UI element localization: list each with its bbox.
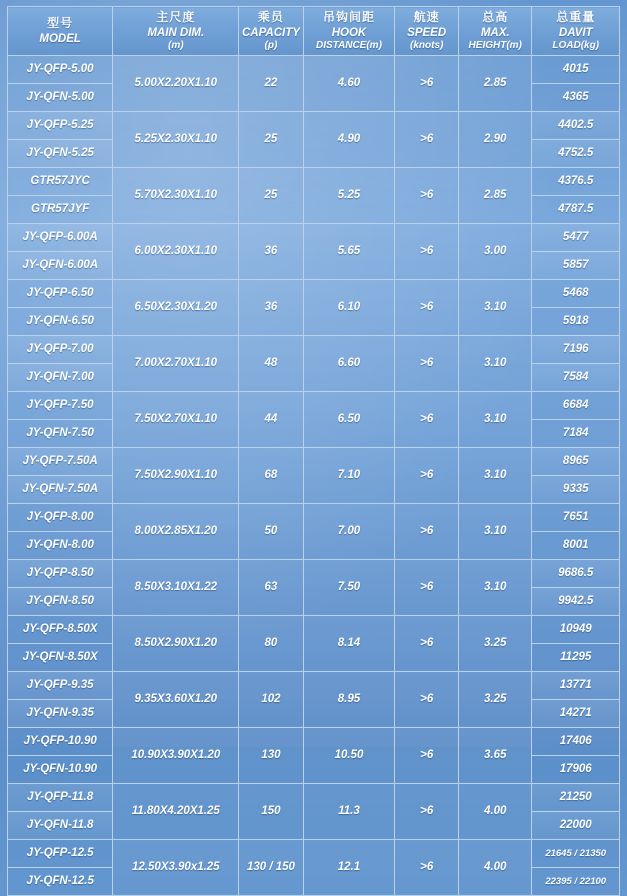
cell-davit-load: 21250 — [532, 783, 620, 811]
header-en-main-dim: MAIN DIM. — [147, 26, 205, 39]
cell-max-height: 4.00 — [459, 839, 532, 895]
cell-hook-distance: 7.00 — [303, 503, 395, 559]
cell-davit-load: 10949 — [532, 615, 620, 643]
column-header-max-height — [459, 7, 532, 56]
column-header-davit-load — [532, 7, 620, 56]
cell-speed: >6 — [395, 727, 459, 783]
cell-hook-distance: 10.50 — [303, 727, 395, 783]
cell-speed: >6 — [395, 335, 459, 391]
cell-capacity: 25 — [239, 167, 303, 223]
cell-davit-load: 22000 — [532, 811, 620, 839]
cell-model: JY-QFN-10.90 — [8, 755, 113, 783]
header-cn-capacity: 乘员 — [257, 10, 284, 24]
cell-hook-distance: 4.90 — [303, 111, 395, 167]
cell-hook-distance: 8.14 — [303, 615, 395, 671]
header-en-load: DAVIT — [558, 26, 593, 39]
cell-model: JY-QFP-8.50X — [8, 615, 113, 643]
table-body — [8, 55, 620, 895]
header-cn-load: 总重量 — [556, 10, 596, 24]
table-row — [8, 447, 620, 475]
header-unit-height: HEIGHT(m) — [468, 39, 522, 51]
header-unit-speed: (knots) — [410, 39, 444, 51]
cell-capacity: 63 — [239, 559, 303, 615]
table-row — [8, 279, 620, 307]
cell-model: JY-QFN-6.00A — [8, 251, 113, 279]
header-cn-model: 型号 — [47, 16, 74, 31]
cell-model: JY-QFP-7.00 — [8, 335, 113, 363]
cell-model: JY-QFP-8.50 — [8, 559, 113, 587]
table-row — [8, 167, 620, 195]
table-row — [8, 783, 620, 811]
header-en-model: MODEL — [39, 32, 81, 45]
header-en-capacity: CAPACITY — [241, 26, 300, 39]
cell-hook-distance: 6.50 — [303, 391, 395, 447]
cell-max-height: 2.85 — [459, 55, 532, 111]
cell-capacity: 68 — [239, 447, 303, 503]
cell-max-height: 3.10 — [459, 279, 532, 335]
cell-model: JY-QFN-8.50 — [8, 587, 113, 615]
cell-max-height: 3.10 — [459, 559, 532, 615]
cell-model: JY-QFN-6.50 — [8, 307, 113, 335]
specification-table — [7, 6, 620, 896]
cell-hook-distance: 5.25 — [303, 167, 395, 223]
cell-max-height: 3.25 — [459, 615, 532, 671]
cell-speed: >6 — [395, 671, 459, 727]
cell-model: JY-QFP-6.50 — [8, 279, 113, 307]
cell-max-height: 2.85 — [459, 167, 532, 223]
table-row — [8, 223, 620, 251]
cell-davit-load: 4376.5 — [532, 167, 620, 195]
cell-hook-distance: 11.3 — [303, 783, 395, 839]
cell-davit-load: 4787.5 — [532, 195, 620, 223]
cell-davit-load: 8965 — [532, 447, 620, 475]
header-unit-capacity: (p) — [264, 39, 278, 51]
cell-capacity: 50 — [239, 503, 303, 559]
cell-hook-distance: 5.65 — [303, 223, 395, 279]
cell-main-dim: 12.50X3.90x1.25 — [113, 839, 239, 895]
cell-hook-distance: 8.95 — [303, 671, 395, 727]
cell-main-dim: 5.25X2.30X1.10 — [113, 111, 239, 167]
cell-speed: >6 — [395, 55, 459, 111]
table-row — [8, 839, 620, 867]
cell-davit-load: 7584 — [532, 363, 620, 391]
cell-davit-load: 4015 — [532, 55, 620, 83]
cell-model: JY-QFP-7.50 — [8, 391, 113, 419]
cell-model: JY-QFN-9.35 — [8, 699, 113, 727]
cell-max-height: 3.25 — [459, 671, 532, 727]
header-cn-height: 总高 — [482, 10, 509, 24]
cell-davit-load: 5468 — [532, 279, 620, 307]
header-unit-main-dim: (m) — [168, 39, 184, 51]
cell-davit-load: 9686.5 — [532, 559, 620, 587]
cell-davit-load: 11295 — [532, 643, 620, 671]
column-header-capacity — [239, 7, 303, 56]
column-header-main-dim — [113, 7, 239, 56]
cell-model: JY-QFN-5.25 — [8, 139, 113, 167]
cell-capacity: 22 — [239, 55, 303, 111]
header-cn-main-dim: 主尺度 — [156, 10, 196, 24]
header-unit-hook: DISTANCE(m) — [315, 39, 382, 51]
cell-capacity: 48 — [239, 335, 303, 391]
cell-main-dim: 9.35X3.60X1.20 — [113, 671, 239, 727]
cell-model: JY-QFP-5.00 — [8, 55, 113, 83]
header-en-speed: SPEED — [407, 26, 447, 39]
cell-main-dim: 5.70X2.30X1.10 — [113, 167, 239, 223]
cell-main-dim: 8.50X3.10X1.22 — [113, 559, 239, 615]
cell-speed: >6 — [395, 615, 459, 671]
cell-hook-distance: 6.60 — [303, 335, 395, 391]
table-row — [8, 615, 620, 643]
cell-max-height: 3.10 — [459, 391, 532, 447]
cell-main-dim: 6.00X2.30X1.10 — [113, 223, 239, 279]
cell-max-height: 3.00 — [459, 223, 532, 279]
header-cn-speed: 航速 — [413, 10, 440, 24]
cell-capacity: 102 — [239, 671, 303, 727]
cell-davit-load: 9942.5 — [532, 587, 620, 615]
cell-davit-load: 5918 — [532, 307, 620, 335]
column-header-model — [8, 7, 113, 56]
cell-davit-load: 7651 — [532, 503, 620, 531]
cell-model: JY-QFN-8.00 — [8, 531, 113, 559]
cell-model: JY-QFN-11.8 — [8, 811, 113, 839]
cell-hook-distance: 6.10 — [303, 279, 395, 335]
cell-speed: >6 — [395, 391, 459, 447]
table-row — [8, 503, 620, 531]
cell-model: JY-QFN-5.00 — [8, 83, 113, 111]
table-row — [8, 559, 620, 587]
cell-main-dim: 7.50X2.70X1.10 — [113, 391, 239, 447]
table-row — [8, 335, 620, 363]
cell-main-dim: 6.50X2.30X1.20 — [113, 279, 239, 335]
cell-model: JY-QFN-7.50 — [8, 419, 113, 447]
cell-main-dim: 8.00X2.85X1.20 — [113, 503, 239, 559]
cell-davit-load: 22395 / 22100 — [532, 867, 620, 895]
cell-model: GTR57JYC — [8, 167, 113, 195]
table-row — [8, 55, 620, 83]
cell-model: JY-QFP-5.25 — [8, 111, 113, 139]
header-row — [8, 7, 620, 56]
cell-max-height: 2.90 — [459, 111, 532, 167]
cell-model: JY-QFP-8.00 — [8, 503, 113, 531]
cell-max-height: 3.65 — [459, 727, 532, 783]
cell-max-height: 3.10 — [459, 447, 532, 503]
cell-davit-load: 17406 — [532, 727, 620, 755]
cell-model: JY-QFN-7.00 — [8, 363, 113, 391]
column-header-hook-distance — [303, 7, 395, 56]
cell-capacity: 25 — [239, 111, 303, 167]
cell-max-height: 3.10 — [459, 503, 532, 559]
table-row — [8, 391, 620, 419]
cell-davit-load: 7184 — [532, 419, 620, 447]
cell-model: JY-QFN-8.50X — [8, 643, 113, 671]
cell-main-dim: 5.00X2.20X1.10 — [113, 55, 239, 111]
cell-davit-load: 5477 — [532, 223, 620, 251]
cell-main-dim: 8.50X2.90X1.20 — [113, 615, 239, 671]
header-en-height: MAX. — [480, 26, 510, 39]
cell-model: JY-QFP-9.35 — [8, 671, 113, 699]
table-row — [8, 727, 620, 755]
cell-davit-load: 8001 — [532, 531, 620, 559]
cell-hook-distance: 12.1 — [303, 839, 395, 895]
cell-hook-distance: 7.10 — [303, 447, 395, 503]
cell-speed: >6 — [395, 559, 459, 615]
cell-model: JY-QFN-7.50A — [8, 475, 113, 503]
table-row — [8, 671, 620, 699]
cell-main-dim: 11.80X4.20X1.25 — [113, 783, 239, 839]
cell-capacity: 44 — [239, 391, 303, 447]
cell-model: JY-QFP-11.8 — [8, 783, 113, 811]
cell-speed: >6 — [395, 167, 459, 223]
cell-davit-load: 6684 — [532, 391, 620, 419]
cell-model: JY-QFN-12.5 — [8, 867, 113, 895]
cell-max-height: 4.00 — [459, 783, 532, 839]
cell-main-dim: 10.90X3.90X1.20 — [113, 727, 239, 783]
table-header — [8, 7, 620, 56]
cell-model: JY-QFP-10.90 — [8, 727, 113, 755]
table-row — [8, 111, 620, 139]
cell-speed: >6 — [395, 279, 459, 335]
cell-davit-load: 4365 — [532, 83, 620, 111]
cell-speed: >6 — [395, 223, 459, 279]
cell-model: JY-QFP-7.50A — [8, 447, 113, 475]
cell-davit-load: 7196 — [532, 335, 620, 363]
cell-hook-distance: 7.50 — [303, 559, 395, 615]
cell-davit-load: 5857 — [532, 251, 620, 279]
cell-speed: >6 — [395, 447, 459, 503]
cell-davit-load: 17906 — [532, 755, 620, 783]
cell-speed: >6 — [395, 111, 459, 167]
cell-capacity: 80 — [239, 615, 303, 671]
cell-speed: >6 — [395, 783, 459, 839]
cell-davit-load: 21645 / 21350 — [532, 839, 620, 867]
cell-davit-load: 13771 — [532, 671, 620, 699]
header-en-hook: HOOK — [331, 26, 367, 39]
cell-capacity: 36 — [239, 223, 303, 279]
cell-hook-distance: 4.60 — [303, 55, 395, 111]
cell-model: JY-QFP-6.00A — [8, 223, 113, 251]
cell-capacity: 150 — [239, 783, 303, 839]
cell-capacity: 36 — [239, 279, 303, 335]
cell-capacity: 130 — [239, 727, 303, 783]
cell-max-height: 3.10 — [459, 335, 532, 391]
cell-davit-load: 9335 — [532, 475, 620, 503]
cell-main-dim: 7.50X2.90X1.10 — [113, 447, 239, 503]
header-cn-hook: 吊钩间距 — [322, 10, 375, 24]
cell-speed: >6 — [395, 839, 459, 895]
cell-speed: >6 — [395, 503, 459, 559]
cell-davit-load: 4752.5 — [532, 139, 620, 167]
column-header-speed — [395, 7, 459, 56]
cell-main-dim: 7.00X2.70X1.10 — [113, 335, 239, 391]
cell-model: JY-QFP-12.5 — [8, 839, 113, 867]
header-unit-load: LOAD(kg) — [552, 39, 600, 51]
cell-davit-load: 4402.5 — [532, 111, 620, 139]
cell-capacity: 130 / 150 — [239, 839, 303, 895]
cell-davit-load: 14271 — [532, 699, 620, 727]
cell-model: GTR57JYF — [8, 195, 113, 223]
